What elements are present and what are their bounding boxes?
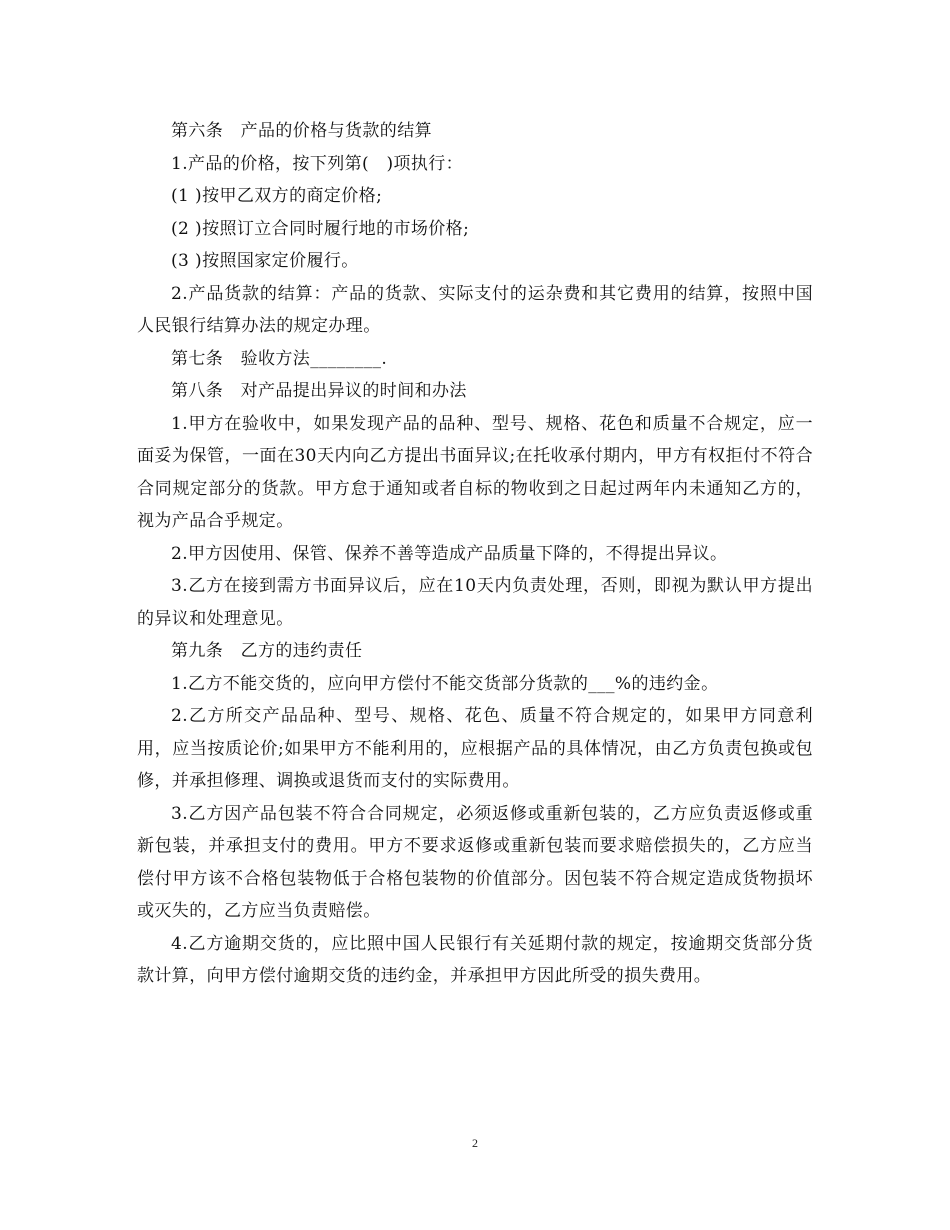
article-8-clause-3: 3.乙方在接到需方书面异议后，应在10天内负责处理，否则，即视为默认甲方提出的异议和处理意见。 [137, 576, 813, 629]
document-body [137, 115, 813, 993]
article-7-heading: 第七条 验收方法________. [171, 348, 388, 369]
article-8-clause-2: 2.甲方因使用、保管、保养不善等造成产品质量下降的，不得提出异议。 [171, 543, 728, 564]
article-6-clause-2: 2.产品货款的结算：产品的货款、实际支付的运杂费和其它费用的结算，按照中国人民银行结算办法的规定办理。 [137, 283, 813, 336]
page-number: 2 [472, 1136, 478, 1150]
article-6-option-1: (1 )按甲乙双方的商定价格; [171, 186, 383, 206]
article-8-clause-1: 1.甲方在验收中，如果发现产品的品种、型号、规格、花色和质量不合规定，应一面妥为保管，一面在30天内向乙方提出书面异议;在托收承付期内，甲方有权拒付不符合合同规定部分的货款。甲方怠于通知或者自标的物收到之日起过两年内未通知乙方的，视为产品合乎规定。 [137, 413, 813, 531]
article-9-heading: 第九条 乙方的违约责任 [171, 641, 363, 661]
article-9-clause-4: 4.乙方逾期交货的，应比照中国人民银行有关延期付款的规定，按逾期交货部分货款计算，向甲方偿付逾期交货的违约金，并承担甲方因此所受的损失费用。 [137, 933, 813, 986]
article-6-heading: 第六条 产品的价格与货款的结算 [171, 121, 432, 141]
article-9-clause-1: 1.乙方不能交货的，应向甲方偿付不能交货部分货款的___%的违约金。 [171, 673, 719, 694]
article-6-option-3: (3 )按照国家定价履行。 [171, 251, 359, 271]
article-6-clause-1: 1.产品的价格，按下列第( )项执行： [171, 153, 464, 174]
article-6-option-2: (2 )按照订立合同时履行地的市场价格; [171, 218, 470, 239]
article-8-heading: 第八条 对产品提出异议的时间和办法 [171, 381, 467, 401]
article-9-clause-3: 3.乙方因产品包装不符合合同规定，必须返修或重新包装的，乙方应负责返修或重新包装，并承担支付的费用。甲方不要求返修或重新包装而要求赔偿损失的，乙方应当偿付甲方该不合格包装物低于合格包装物的价值部分。因包装不符合规定造成货物损坏或灭失的，乙方应当负责赔偿。 [137, 803, 813, 921]
article-9-clause-2: 2.乙方所交产品品种、型号、规格、花色、质量不符合规定的，如果甲方同意利用，应当按质论价;如果甲方不能利用的，应根据产品的具体情况，由乙方负责包换或包修，并承担修理、调换或退货而支付的实际费用。 [137, 706, 813, 791]
